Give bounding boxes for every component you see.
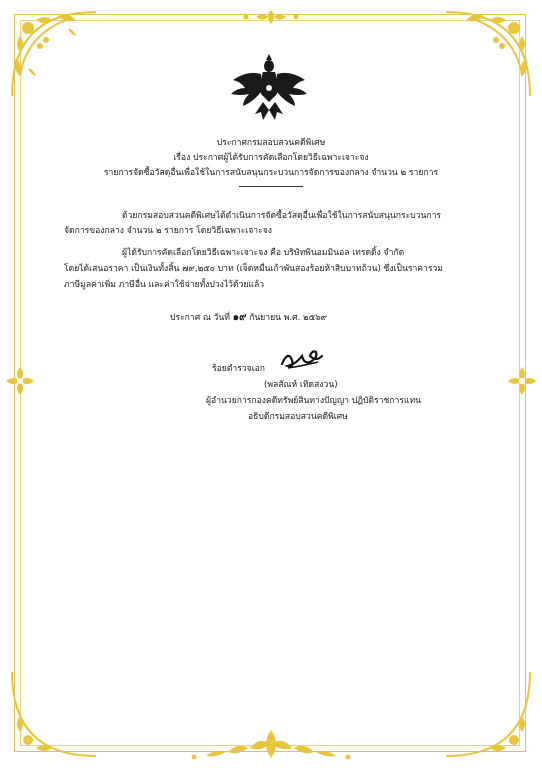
signer-position-2: อธิบดีกรมสอบสวนคดีพิเศษ (248, 412, 348, 422)
subject-line-2: รายการจัดซื้อวัสดุอื่นเพื่อใช้ในการสนับสนุนกระบวนการจัดการของกลาง จำนวน ๒ รายการ (103, 168, 439, 178)
corner-ornament-top-right (440, 6, 536, 102)
announce-day: ๑๙ (232, 312, 247, 323)
paragraph-2-line-1: ผู้ได้รับการคัดเลือกโดยวิธีเฉพาะเจาะจง คือ บริษัทพินอมมินอล เทรดดิ้ง จำกัด (122, 248, 405, 258)
announcement-title: ประกาศกรมสอบสวนคดีพิเศษ (216, 138, 326, 148)
signer-name: (พลสัณห์ เทิดสงวน) (264, 380, 338, 390)
corner-ornament-bottom-left (6, 666, 102, 762)
signer-rank: ร้อยตำรวจเอก (212, 364, 265, 374)
header-divider (239, 186, 303, 187)
handwritten-signature (278, 344, 328, 372)
announce-prefix: ประกาศ ณ วันที่ (170, 313, 230, 323)
subject-prefix: เรื่อง (173, 153, 191, 163)
side-ornament-left (5, 366, 35, 396)
side-ornament-right (507, 366, 537, 396)
announce-date (170, 312, 327, 324)
paragraph-2-line-3: ภาษีมูลค่าเพิ่ม ภาษีอื่น และค่าใช้จ่ายทั้งปวงไว้ด้วยแล้ว (64, 280, 265, 290)
garuda-emblem-icon (229, 52, 309, 124)
signer-position-1: ผู้อำนวยการกองคดีทรัพย์สินทางปัญญา ปฏิบัติราชการแทน (206, 396, 421, 406)
subject-text: ประกาศผู้ได้รับการคัดเลือกโดยวิธีเฉพาะเจาะจง (193, 153, 369, 163)
corner-ornament-top-left (6, 6, 102, 102)
announce-month-year: กันยายน พ.ศ. ๒๕๖๙ (249, 313, 327, 323)
corner-ornament-bottom-right (440, 666, 536, 762)
paragraph-1-line-1: ด้วยกรมสอบสวนคดีพิเศษได้ดำเนินการจัดซื้อวัสดุอื่นเพื่อใช้ในการสนับสนุนกระบวนการ (122, 211, 442, 221)
top-ornament (236, 8, 306, 26)
bottom-ornament (180, 728, 362, 760)
paragraph-1-line-2: จัดการของกลาง จำนวน ๒ รายการ โดยวิธีเฉพาะเจาะจง (64, 226, 272, 236)
paragraph-2-line-2: โดยได้เสนอราคา เป็นเงินทั้งสิ้น ๗๙,๒๕๐ บาท (เจ็ดหมื่นเก้าพันสองร้อยห้าสิบบาทถ้วน) ซึ่งเป็นราคารวม (64, 264, 443, 274)
subject-line (60, 153, 482, 164)
